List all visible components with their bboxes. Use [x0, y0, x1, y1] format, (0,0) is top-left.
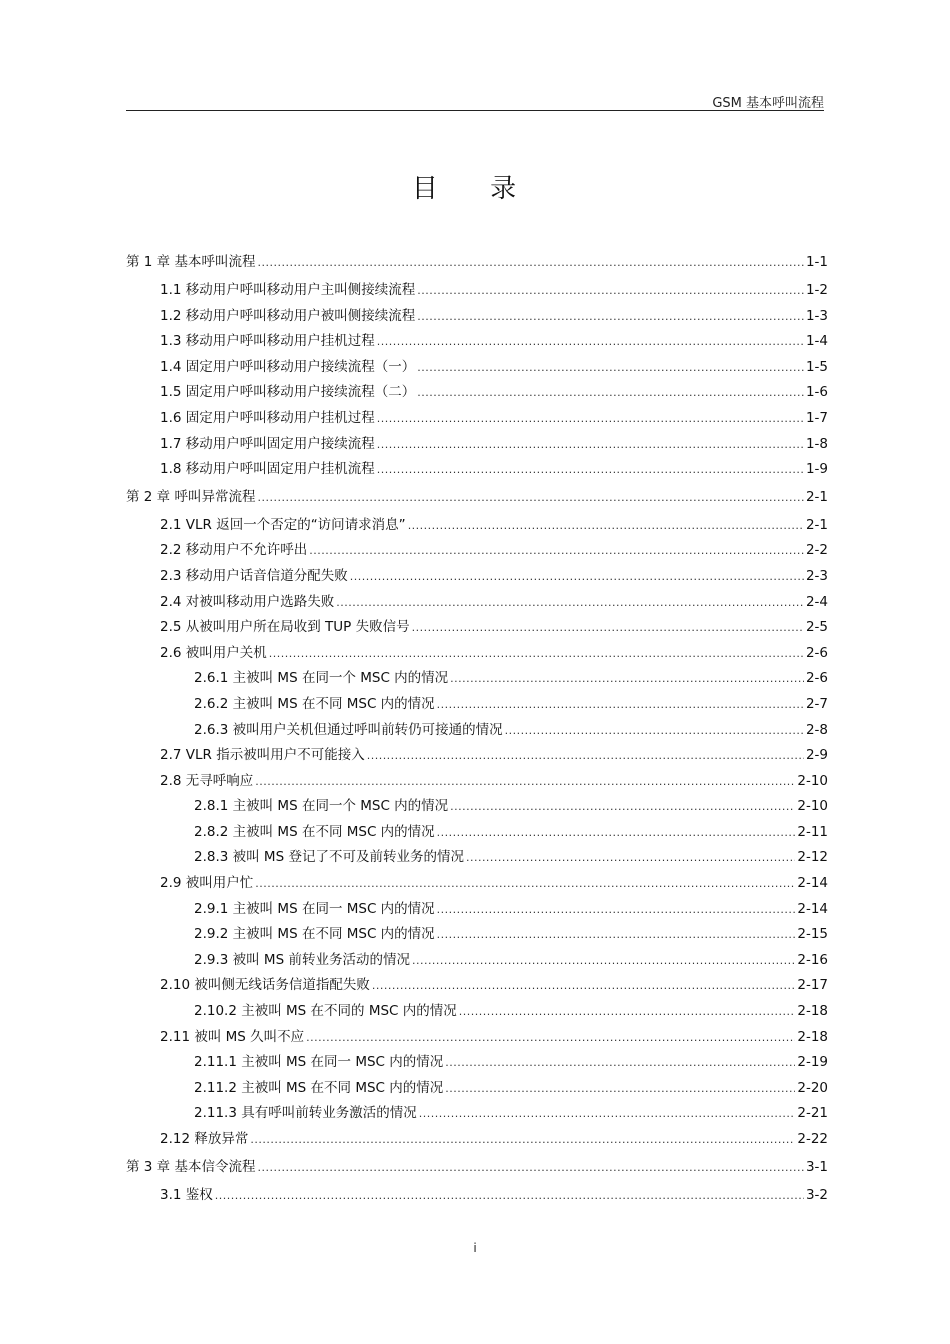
toc-entry-label: 2.1 VLR 返回一个否定的“访问请求消息” [160, 516, 406, 533]
dot-leader [445, 1082, 795, 1095]
dot-leader [215, 1189, 804, 1202]
toc-entry-label: 2.6 被叫用户关机 [160, 644, 267, 661]
toc-entry-page: 2-2 [805, 542, 828, 559]
dot-leader [377, 335, 804, 348]
toc-section-entry[interactable] [126, 871, 828, 897]
toc-entry-label: 2.7 VLR 指示被叫用户不可能接入 [160, 747, 365, 764]
dot-leader [255, 775, 795, 788]
toc-entry-label: 2.12 释放异常 [160, 1131, 249, 1147]
dot-leader [417, 361, 804, 374]
dot-leader [417, 310, 804, 323]
toc-entry-label: 第 1 章 基本呼叫流程 [126, 254, 256, 270]
dot-leader [377, 438, 804, 451]
toc-entry-page: 1-2 [805, 282, 828, 298]
toc-entry-label: 第 2 章 呼叫异常流程 [126, 488, 256, 505]
toc-chapter-entry[interactable] [126, 248, 828, 278]
toc-section-entry[interactable] [126, 406, 828, 432]
toc-section-entry[interactable] [126, 329, 828, 355]
toc-entry-page: 2-21 [797, 1105, 828, 1122]
toc-entry-page: 2-18 [797, 1003, 828, 1020]
toc-entry-label: 2.10 被叫侧无线话务信道指配失败 [160, 977, 370, 994]
toc-entry-page: 3-1 [805, 1158, 828, 1175]
toc-entry-page: 1-5 [805, 358, 828, 375]
toc-entry-label: 1.1 移动用户呼叫移动用户主叫侧接续流程 [160, 282, 416, 298]
toc-entry-page: 2-5 [805, 619, 828, 636]
toc-section-entry[interactable] [126, 590, 828, 616]
toc-entry-label: 1.5 固定用户呼叫移动用户接续流程（二） [160, 384, 416, 401]
toc-entry-label: 1.3 移动用户呼叫移动用户挂机过程 [160, 333, 375, 350]
toc-entry-label: 1.8 移动用户呼叫固定用户挂机流程 [160, 461, 375, 478]
toc-section-entry[interactable] [126, 948, 828, 974]
toc-section-entry[interactable] [126, 666, 828, 692]
toc-entry-page: 2-6 [805, 670, 828, 687]
header-rule [126, 110, 824, 111]
toc-entry-page: 2-10 [797, 772, 828, 789]
toc-entry-page: 3-2 [805, 1186, 828, 1203]
toc-entry-page: 1-6 [805, 384, 828, 401]
toc-section-entry[interactable] [126, 743, 828, 769]
toc-entry-label: 2.9.3 被叫 MS 前转业务活动的情况 [194, 951, 410, 968]
dot-leader [412, 954, 795, 967]
toc-section-entry[interactable] [126, 278, 828, 304]
toc-entry-label: 1.6 固定用户呼叫移动用户挂机过程 [160, 409, 375, 426]
toc-section-entry[interactable] [126, 513, 828, 539]
toc-section-entry[interactable] [126, 355, 828, 381]
toc-entry-page: 2-12 [797, 849, 828, 866]
toc-entry-page: 1-9 [805, 461, 828, 478]
toc-entry-page: 2-18 [797, 1028, 828, 1045]
dot-leader [336, 596, 804, 609]
toc-entry-page: 1-3 [805, 307, 828, 324]
dot-leader [437, 698, 804, 711]
toc-entry-label: 2.6.2 主被叫 MS 在不同 MSC 内的情况 [194, 695, 435, 712]
toc-entry-label: 2.11.1 主被叫 MS 在同一 MSC 内的情况 [194, 1054, 444, 1071]
toc-section-entry[interactable] [126, 973, 828, 999]
dot-leader [377, 463, 804, 476]
toc-section-entry[interactable] [126, 692, 828, 718]
toc-entry-label: 2.10.2 主被叫 MS 在不同的 MSC 内的情况 [194, 1003, 457, 1020]
toc-section-entry[interactable] [126, 1025, 828, 1051]
toc-entry-label: 1.7 移动用户呼叫固定用户接续流程 [160, 435, 375, 452]
toc-section-entry[interactable] [126, 845, 828, 871]
dot-leader [417, 386, 804, 399]
dot-leader [269, 647, 804, 660]
toc-entry-label: 2.2 移动用户不允许呼出 [160, 542, 308, 559]
dot-leader [257, 491, 803, 504]
toc-entry-page: 2-6 [805, 644, 828, 661]
toc-entry-label: 2.3 移动用户话音信道分配失败 [160, 567, 348, 584]
toc-entry-label: 2.6.1 主被叫 MS 在同一个 MSC 内的情况 [194, 670, 449, 687]
toc-chapter-entry[interactable] [126, 483, 828, 513]
toc-entry-label: 2.8.2 主被叫 MS 在不同 MSC 内的情况 [194, 823, 435, 840]
toc-entry-page: 2-7 [805, 695, 828, 712]
toc-section-entry[interactable] [126, 1076, 828, 1102]
toc-section-entry[interactable] [126, 1101, 828, 1127]
toc-entry-page: 2-4 [805, 593, 828, 610]
toc-entry-label: 2.8.1 主被叫 MS 在同一个 MSC 内的情况 [194, 798, 449, 815]
toc-entry-page: 2-9 [805, 747, 828, 764]
toc-entry-label: 第 3 章 基本信令流程 [126, 1158, 256, 1175]
dot-leader [419, 1107, 796, 1120]
toc-entry-label: 2.6.3 被叫用户关机但通过呼叫前转仍可接通的情况 [194, 721, 503, 738]
toc-entry-label: 2.9.1 主被叫 MS 在同一 MSC 内的情况 [194, 900, 435, 917]
toc-section-entry[interactable] [126, 820, 828, 846]
toc-entry-page: 1-8 [805, 435, 828, 452]
toc-entry-page: 2-1 [805, 516, 828, 533]
dot-leader [350, 570, 804, 583]
dot-leader [367, 749, 804, 762]
toc-section-entry[interactable] [126, 1127, 828, 1153]
dot-leader [306, 1031, 795, 1044]
toc-entry-page: 2-19 [797, 1054, 828, 1071]
dot-leader [466, 851, 795, 864]
toc-section-entry[interactable] [126, 615, 828, 641]
toc-chapter-entry[interactable] [126, 1153, 828, 1183]
toc-section-entry[interactable] [126, 380, 828, 406]
toc-section-entry[interactable] [126, 304, 828, 330]
toc-section-entry[interactable] [126, 1183, 828, 1209]
dot-leader [372, 979, 796, 992]
dot-leader [250, 1133, 795, 1146]
dot-leader [412, 621, 804, 634]
toc-section-entry[interactable] [126, 794, 828, 820]
toc-section-entry[interactable] [126, 999, 828, 1025]
dot-leader [309, 544, 804, 557]
toc-section-entry[interactable] [126, 432, 828, 458]
toc-section-entry[interactable] [126, 718, 828, 744]
toc-entry-label: 2.11 被叫 MS 久叫不应 [160, 1028, 305, 1045]
dot-leader [417, 284, 804, 297]
dot-leader [408, 519, 804, 532]
toc-entry-label: 2.5 从被叫用户所在局收到 TUP 失败信号 [160, 619, 410, 636]
dot-leader [505, 724, 804, 737]
toc-entry-page: 2-8 [805, 721, 828, 738]
dot-leader [437, 903, 796, 916]
toc-entry-label: 3.1 鉴权 [160, 1186, 213, 1203]
toc-section-entry[interactable] [126, 564, 828, 590]
toc-section-entry[interactable] [126, 769, 828, 795]
toc-entry-label: 1.2 移动用户呼叫移动用户被叫侧接续流程 [160, 307, 416, 324]
page-number: i [473, 1241, 477, 1255]
toc-entry-page: 2-14 [797, 900, 828, 917]
dot-leader [377, 412, 804, 425]
page-title: 目 录 [411, 174, 539, 204]
toc-entry-page: 2-14 [797, 875, 828, 892]
toc-entry-page: 2-20 [797, 1079, 828, 1096]
table-of-contents [126, 248, 828, 1208]
dot-leader [445, 1056, 795, 1069]
toc-entry-label: 2.11.3 具有呼叫前转业务激活的情况 [194, 1105, 417, 1122]
dot-leader [459, 1005, 796, 1018]
toc-entry-label: 2.9 被叫用户忙 [160, 875, 254, 892]
toc-section-entry[interactable] [126, 641, 828, 667]
toc-section-entry[interactable] [126, 922, 828, 948]
toc-entry-page: 2-11 [797, 823, 828, 840]
toc-entry-page: 2-1 [805, 488, 828, 505]
toc-entry-label: 2.9.2 主被叫 MS 在不同 MSC 内的情况 [194, 926, 435, 943]
toc-entry-page: 2-3 [805, 567, 828, 584]
toc-entry-page: 1-1 [805, 254, 828, 270]
dot-leader [437, 928, 796, 941]
dot-leader [437, 826, 796, 839]
toc-entry-page: 2-17 [797, 977, 828, 994]
running-header: GSM 基本呼叫流程 [712, 96, 824, 111]
toc-entry-page: 2-16 [797, 951, 828, 968]
toc-entry-page: 1-7 [805, 409, 828, 426]
dot-leader [257, 1161, 803, 1174]
toc-entry-page: 2-22 [797, 1131, 828, 1147]
toc-entry-label: 2.4 对被叫移动用户选路失败 [160, 593, 335, 610]
dot-leader [255, 877, 795, 890]
toc-entry-page: 1-4 [805, 333, 828, 350]
toc-entry-label: 2.8.3 被叫 MS 登记了不可及前转业务的情况 [194, 849, 464, 866]
toc-entry-label: 2.8 无寻呼响应 [160, 772, 254, 789]
toc-section-entry[interactable] [126, 538, 828, 564]
toc-section-entry[interactable] [126, 897, 828, 923]
toc-entry-page: 2-10 [797, 798, 828, 815]
dot-leader [257, 256, 803, 269]
toc-entry-label: 2.11.2 主被叫 MS 在不同 MSC 内的情况 [194, 1079, 444, 1096]
dot-leader [450, 800, 795, 813]
dot-leader [450, 672, 804, 685]
toc-entry-page: 2-15 [797, 926, 828, 943]
toc-section-entry[interactable] [126, 1050, 828, 1076]
toc-entry-label: 1.4 固定用户呼叫移动用户接续流程（一） [160, 358, 416, 375]
toc-section-entry[interactable] [126, 457, 828, 483]
